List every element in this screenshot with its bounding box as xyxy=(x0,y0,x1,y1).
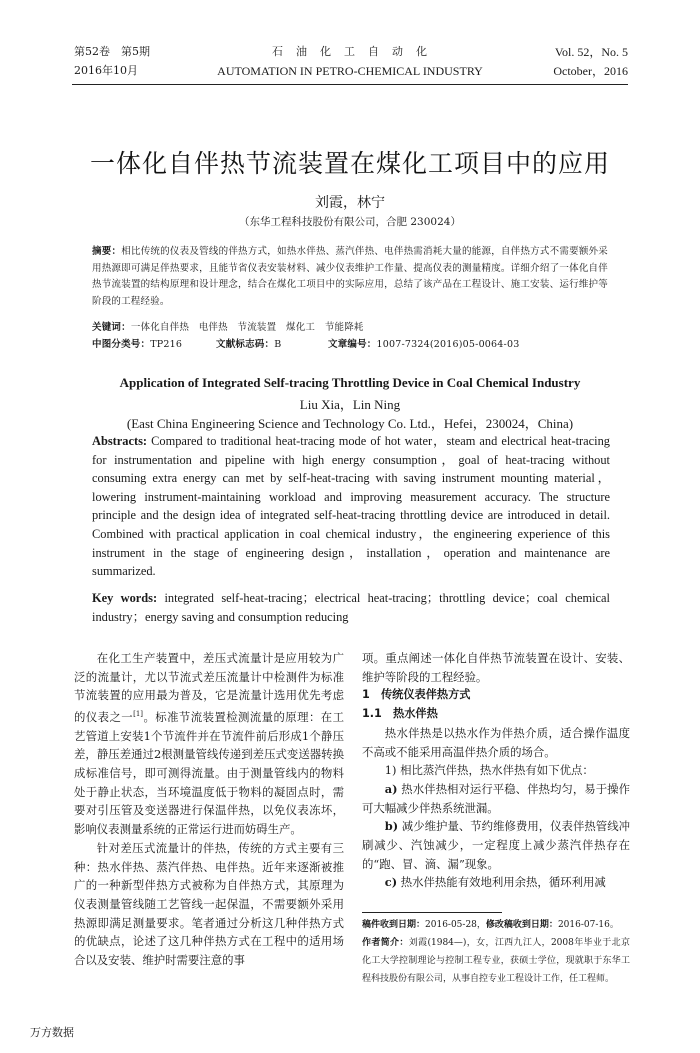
received-dates xyxy=(362,916,630,934)
abstract-cn xyxy=(92,244,608,310)
body-right-column xyxy=(362,649,630,892)
author-bio xyxy=(362,934,630,988)
date-en: October，2016 xyxy=(553,64,628,78)
list-text: 热水伴热相对运行平稳、伴热均匀，易于操作可大幅减少伴热系统泄漏。 xyxy=(362,781,630,815)
paragraph-text: 在化工生产装置中，差压式流量计是应用较为广泛的流量计，尤以节流式差压流量计中检测件为标准节流装置的应用最为普及，它是流量计选用优先考虑的仪表之一 xyxy=(74,651,344,724)
watermark: 万方数据 xyxy=(30,1026,74,1039)
clc-value: TP216 xyxy=(150,339,183,350)
journal-name-en: AUTOMATION IN PETRO-CHEMICAL INDUSTRY xyxy=(217,64,483,78)
date-cn: 2016年10月 xyxy=(74,64,138,77)
keywords-cn-label: 关键词： xyxy=(92,322,131,333)
clc-label: 中图分类号： xyxy=(92,339,151,350)
list-item xyxy=(362,873,630,892)
body-paragraph: 热水伴热是以热水作为伴热介质，适合操作温度不高或不能采用高温伴热介质的场合。 xyxy=(362,725,630,759)
body-paragraph: 项。重点阐述一体化自伴热节流装置在设计、安装、维护等阶段的工程经验。 xyxy=(362,651,630,684)
paragraph-text: 。标准节流装置检测流量的原理：在工艺管道上安装1个节流件并在节流件前后形成1个静压差，静压差通过2根测量管线传递到差压式变送器转换成标准信号，即可测得流量。由于测量管线内的物料处于静止状态，当环境温度低于物料的凝固点时，需要对引压管及变送器进行保温伴热，以免仪表冻坏，影响仪表测量系统的正常运行进而妨碍生产。 xyxy=(74,709,344,837)
abstract-en-label: Abstracts: xyxy=(92,434,148,448)
keywords-cn-text: 一体化自伴热 电伴热 节流装置 煤化工 节能降耗 xyxy=(130,322,364,333)
abstract-cn-label: 摘要： xyxy=(92,246,122,257)
volume-issue-en: Vol. 52，No. 5 xyxy=(554,45,628,59)
journal-name-cn: 石 油 化 工 自 动 化 xyxy=(272,45,428,58)
body-paragraph: 针对差压式流量计的伴热，传统的方式主要有三种：热水伴热、蒸汽伴热、电伴热。近年来逐渐被推广的一种新型伴热方式被称为自伴热方式，其原理为仪表测量管线随工艺管线一起保温，不需要额外采用热源即满足测量要求。笔者通过分析这几种伴热方式的优缺点，论述了这几种伴热方式在工程中的适用场合以及安装、维护时需要注意的事 xyxy=(74,840,344,968)
authors-en: Liu Xia，Lin Ning xyxy=(299,397,401,412)
list-marker: a) xyxy=(384,781,398,796)
paper-title-cn: 一体化自伴热节流装置在煤化工项目中的应用 xyxy=(89,149,610,178)
abstract-cn-text: 相比传统的仪表及管线的伴热方式，如热水伴热、蒸汽伴热、电伴热需消耗大量的能源，自伴热方式不需要额外采用热源即可满足伴热要求，且能节省仪表安装材料、减少仪表维护工作量、提高仪表的测量精度。详细介绍了一体化自伴热节流装置的结构原理和设计理念，结合在煤化工项目中的实际应用，总结了该产品在工程设计、施工安装、运行维护等阶段的工程经验。 xyxy=(92,246,608,307)
authors-cn: 刘霞，林宁 xyxy=(315,195,385,211)
clc-number xyxy=(92,337,182,354)
keywords-cn xyxy=(92,320,608,337)
body-paragraph xyxy=(74,649,344,839)
list-item xyxy=(362,817,630,873)
footnote xyxy=(362,916,630,988)
revised-value: 2016-07-16。 xyxy=(557,920,619,930)
revised-label: 修改稿收到日期： xyxy=(485,920,558,930)
document-code-value: B xyxy=(274,339,282,350)
received-label: 稿件收到日期： xyxy=(362,920,426,930)
section-heading: 1 传统仪表伴热方式 xyxy=(362,688,471,702)
paper-title-en: Application of Integrated Self-tracing Throttling Device in Coal Chemical Industry xyxy=(119,375,581,390)
body-paragraph: 1) 相比蒸汽伴热，热水伴热有如下优点： xyxy=(384,763,594,778)
list-marker: c) xyxy=(384,875,398,890)
list-marker: b) xyxy=(384,819,399,834)
list-text: 热水伴热能有效地利用余热，循环利用减 xyxy=(397,875,606,890)
article-number-value: 1007-7324(2016)05-0064-03 xyxy=(376,339,520,350)
article-number-label: 文章编号： xyxy=(328,339,377,350)
volume-issue-cn: 第52卷 第5期 xyxy=(74,45,150,58)
abstract-en-text: Compared to traditional heat-tracing mode of hot water，steam and electrical heat-tracing for instrumentation and pipeline with high energy consumption，goal of heat-tracing without consuming extra energy can met by self-heat-tracing with saving instrument mounting material，lowering instrument-maintaining workload and improving measurement accuracy. The structure principle and the design idea of integrated self-heat-tracing throttling device are introduced in detail. Combined with practical application in coal chemical industry，the engineering experience of this instrument in the stage of engineering design，installation，operation and maintenance are summarized. xyxy=(92,434,610,579)
author-bio-label: 作者简介： xyxy=(362,938,409,948)
body-left-column xyxy=(74,649,344,970)
abstract-en xyxy=(92,432,610,581)
subsection-heading: 1.1 热水伴热 xyxy=(362,707,438,721)
keywords-en xyxy=(92,589,610,626)
affiliation-en: (East China Engineering Science and Technology Co. Ltd.，Hefei，230024，China) xyxy=(126,416,574,431)
header-rule xyxy=(72,84,628,85)
keywords-en-label: Key words: xyxy=(92,591,158,605)
citation-ref: [1] xyxy=(133,710,144,719)
affiliation-cn: （东华工程科技股份有限公司，合肥 230024） xyxy=(239,216,461,228)
list-text: 减少维护量、节约维修费用，仪表伴热管线冲刷减少、汽蚀减少，一定程度上减少蒸汽伴热存在的“跑、冒、滴、漏”现象。 xyxy=(362,819,630,871)
list-item xyxy=(362,780,630,817)
author-bio-text: 刘霞(1984—)，女，江西九江人，2008年毕业于北京化工大学控制理论与控制工程专业，获硕士学位，现就职于东华工程科技股份有限公司，从事自控专业工程设计工作，任工程师。 xyxy=(362,938,630,984)
keywords-en-text: integrated self-heat-tracing；electrical heat-tracing；throttling device；coal chemical industry；energy saving and consumption reducing xyxy=(92,591,610,624)
article-number xyxy=(328,337,519,354)
document-code-label: 文献标志码： xyxy=(216,339,275,350)
document-code xyxy=(216,337,281,354)
received-value: 2016-05-28， xyxy=(425,920,486,930)
footnote-rule xyxy=(362,912,502,913)
